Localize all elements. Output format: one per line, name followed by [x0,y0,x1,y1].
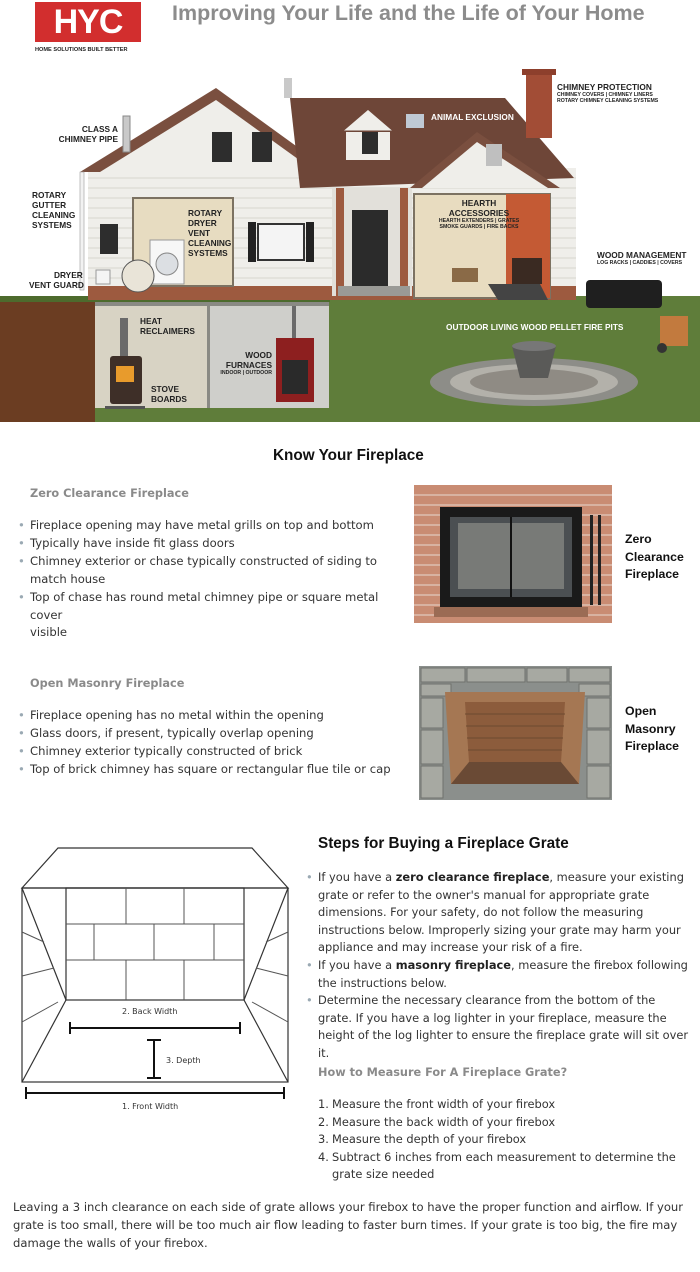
masonry-photo-art [419,666,612,800]
hyc-logo [35,2,143,56]
measure-text-3: Measure the depth of your firebox [332,1132,527,1147]
label-animal-exclusion: ANIMAL EXCLUSION [431,112,514,122]
log-caddy-wheel [657,343,667,353]
log-caddy [660,316,688,346]
house-illustration-art [0,60,700,422]
firebox-floor [451,762,579,784]
wood-furnaces-line1: WOOD [245,350,272,360]
page-headline: Improving Your Life and the Life of Your Home [172,1,645,25]
fireplace-opening [512,258,542,284]
list-item [18,761,413,779]
porch-steps [338,286,410,296]
label-dryer-vent-guard [29,270,84,290]
zero-caption-line3: Fireplace [625,567,679,581]
rotary-gutter-line1: ROTARY [32,190,67,200]
basement-ceiling [95,302,329,306]
masonry-subtitle: Open Masonry Fireplace [30,677,185,690]
label-stove-boards [151,384,187,404]
chimney-cap [522,69,556,75]
zero-caption-line2: Clearance [625,549,684,564]
step1-post: , measure your existing grate or refer to the owner's manual for appropriate grate dimensions. For your safety, do not follow the measuring instructions below. Improperly sizing your grate may harm your appliance and may increase your risk of a fire. [318,870,684,955]
firebox-brick-lines [22,888,288,1022]
masonry-caption [625,703,679,756]
dryer-vent-line1: DRYER [54,270,83,280]
masonry-caption-line1: Open [625,704,657,718]
zero-bullet-4: Top of chase has round metal chimney pipe or square metal cover [30,589,379,622]
label-rotary-gutter [32,190,75,230]
measure-title: How to Measure For A Fireplace Grate? [318,1066,568,1079]
list-item [18,589,413,643]
rotary-gutter-line4: SYSTEMS [32,220,72,230]
step2-pre: If you have a [318,957,396,972]
fire-pit-rim [512,341,556,351]
roof-vent-pipe [284,78,292,98]
list-item [306,957,690,992]
wood-management-sub: LOG RACKS | CADDIES | COVERS [597,260,683,266]
logo-mark: HYC [35,2,141,42]
list-item [18,725,413,743]
label-heat-reclaimers [140,316,195,336]
rotary-dryer-line5: SYSTEMS [188,248,228,258]
masonry-caption-line2: Masonry [625,721,676,736]
masonry-caption-line3: Fireplace [625,739,679,753]
left-gable-face [100,100,316,172]
zero-bullet-3: Chimney exterior or chase typically constructed of siding to [30,553,378,568]
list-item [306,992,690,1062]
stove-fire [116,366,134,382]
measure-text-4: Subtract 6 inches from each measurement to determine the grate size needed [332,1149,676,1182]
hearth-extender [488,284,548,300]
masonry-bullet-2: Glass doors, if present, typically overlap opening [30,725,314,740]
stove-board [105,406,145,409]
basement-divider [207,302,210,408]
zero-bullet-3-cont: match house [30,571,106,586]
fire-tools-2 [598,515,601,605]
measure-num-2: 2. [318,1114,329,1129]
wood-management-title: WOOD MANAGEMENT [597,250,687,260]
rotary-dryer-line2: DRYER [188,218,217,228]
masonry-bullet-1: Fireplace opening has no metal within the opening [30,708,324,722]
label-chimney-protection [557,82,658,104]
masonry-bullets [18,707,413,779]
rotary-dryer-line1: ROTARY [188,208,223,218]
wood-rack-cover [586,280,662,308]
shutter-right [306,222,314,262]
list-item [18,743,413,761]
steps-title: Steps for Buying a Fireplace Grate [318,835,569,852]
zero-bullet-1: Fireplace opening may have metal grills on top and bottom [30,518,374,532]
heat-reclaimers-line2: RECLAIMERS [140,326,195,336]
house-illustration [0,60,700,422]
firebox-back-wall [465,702,565,762]
label-class-a-chimney-pipe [34,124,118,144]
zero-bullet-4-cont: visible [30,625,68,640]
know-your-fireplace-title: Know Your Fireplace [273,447,424,464]
furnace-door [282,360,308,394]
zero-clearance-subtitle: Zero Clearance Fireplace [30,487,189,500]
stove-boards-line2: BOARDS [151,394,187,404]
rotary-gutter-line3: CLEANING [32,210,76,220]
list-item [18,707,413,725]
list-item [318,1131,690,1149]
measure-text-2: Measure the back width of your firebox [332,1114,556,1129]
zero-clearance-photo [414,485,612,623]
hearth-line2: ACCESSORIES [448,208,510,218]
back-width-label: 2. Back Width [122,1007,178,1016]
brick-chimney [526,72,552,138]
label-wood-management [597,250,686,267]
label-rotary-dryer [188,208,231,258]
measure-num-4: 4. [318,1149,329,1164]
front-window [258,224,304,260]
front-door [352,210,388,286]
zero-bullet-2: Typically have inside fit glass doors [30,535,235,550]
wood-furnaces-sub: INDOOR | OUTDOOR [220,370,272,376]
gable-vent [486,144,502,166]
chimney-protection-sub1: CHIMNEY COVERS | CHIMNEY LINERS [557,92,653,98]
rotary-dryer-line4: CLEANING [188,238,232,248]
firebox-diagram [18,842,292,1114]
list-item [18,517,413,535]
firebox-diagram-art [18,842,292,1114]
label-outdoor-living: OUTDOOR LIVING WOOD PELLET FIRE PITS [446,322,624,332]
wood-furnaces-line2: FURNACES [225,360,272,370]
upper-window-2 [252,132,272,162]
measure-text-1: Measure the front width of your firebox [332,1097,556,1111]
closing-paragraph: Leaving a 3 inch clearance on each side of grate allows your firebox to have the proper function and airflow. If your grate is too small, there will be too much air flow leading to faster burn times. If your grate is too big, the fire may damage the walls of your firebox. [13,1200,684,1251]
log-rack [452,268,478,282]
stove-boards-line1: STOVE [151,384,179,394]
porch-column-right [400,188,408,298]
front-width-label: 1. Front Width [122,1102,179,1111]
fire-tools [590,515,593,605]
zero-clearance-caption [625,531,684,584]
masonry-bullet-3: Chimney exterior typically constructed of brick [30,743,303,758]
zero-clearance-photo-art [414,485,612,623]
heat-reclaimer [120,318,128,356]
hearth-sub2: SMOKE GUARDS | FIRE BACKS [439,224,519,230]
dryer-door [156,253,178,275]
side-window [100,224,118,254]
hearth-line1: HEARTH [461,198,497,208]
logo-tagline: HOME SOLUTIONS BUILT BETTER [35,47,128,53]
label-hearth-accessories [424,198,534,230]
depth-label: 3. Depth [166,1056,201,1065]
masonry-bullet-4: Top of brick chimney has square or rectangular flue tile or cap [30,761,391,776]
dryer-vent-line2: VENT GUARD [29,280,84,290]
step2-bold: masonry fireplace [395,957,512,972]
hearth-sub1: HEARTH EXTENDERS | GRATES [438,218,520,224]
step2-post: , measure the firebox following the instructions below. [318,957,688,990]
step1-pre: If you have a [318,870,396,884]
hearth-ledge [434,607,588,617]
zero-clearance-bullets [18,517,413,642]
step3-text: Determine the necessary clearance from the bottom of the grate. If you have a log lighter in your fireplace, measure the height of the log lighter to ensure the fireplace grate will sit over it. [318,993,689,1060]
porch-column-left [336,188,344,298]
soil-cutaway [0,300,95,422]
list-item [318,1149,690,1184]
class-a-line2: CHIMNEY PIPE [58,134,118,144]
rotary-gutter-line2: GUTTER [32,200,67,210]
measure-num-3: 3. [318,1132,329,1147]
furnace-pipe [292,306,296,338]
list-item [306,869,690,957]
vent-cleaning-brush [122,260,154,292]
chimney-protection-title: CHIMNEY PROTECTION [557,82,652,92]
dormer-window [362,132,378,154]
step1-bold: zero clearance fireplace [395,870,550,884]
zero-caption-line1: Zero [625,532,652,546]
roof-skylight [406,114,424,128]
shutter-left [248,222,256,262]
class-a-pipe [123,116,130,152]
heat-reclaimers-line1: HEAT [140,316,162,326]
list-item [18,535,413,553]
measure-num-1: 1. [318,1097,329,1111]
measure-list [318,1096,690,1184]
label-wood-furnaces [212,350,272,377]
masonry-photo [419,666,612,800]
list-item [318,1114,690,1132]
list-item [318,1096,690,1114]
list-item [18,553,413,589]
rotary-dryer-line3: VENT [188,228,211,238]
dryer-vent-guard [96,270,110,284]
upper-window-1 [212,132,232,162]
steps-list [306,869,690,1063]
chimney-protection-sub2: ROTARY CHIMNEY CLEANING SYSTEMS [557,98,659,104]
class-a-line1: CLASS A [81,124,118,134]
